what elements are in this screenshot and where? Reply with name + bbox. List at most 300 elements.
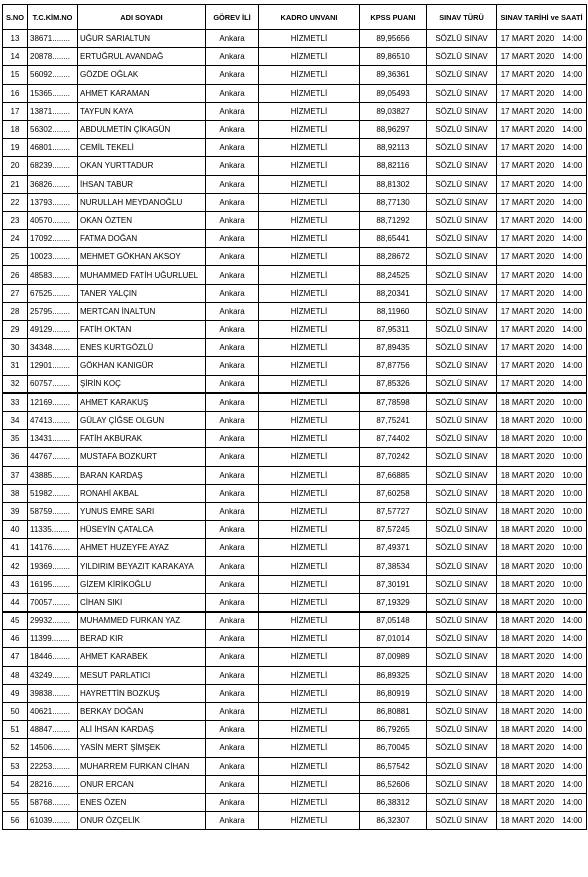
cell-exam: SÖZLÜ SINAV: [427, 539, 497, 557]
cell-title: HİZMETLİ: [259, 648, 360, 666]
cell-sno: 40: [3, 521, 28, 539]
table-row: [3, 484, 587, 502]
exam-time: 14:00: [562, 361, 583, 371]
cell-datetime: [497, 739, 587, 757]
cell-score: 89,05493: [360, 84, 427, 102]
table-row: [3, 666, 587, 684]
cell-exam: SÖZLÜ SINAV: [427, 393, 497, 411]
exam-date: 18 MART 2020: [500, 506, 555, 516]
cell-tc: 58768........: [28, 793, 78, 811]
cell-title: HİZMETLİ: [259, 684, 360, 702]
cell-city: Ankara: [206, 393, 259, 411]
cell-city: Ankara: [206, 775, 259, 793]
cell-score: 87,60258: [360, 484, 427, 502]
exam-time: 14:00: [562, 725, 583, 735]
cell-sno: 13: [3, 30, 28, 48]
cell-city: Ankara: [206, 448, 259, 466]
cell-datetime: [497, 357, 587, 375]
cell-sno: 50: [3, 702, 28, 720]
exam-time: 10:00: [562, 416, 583, 426]
cell-city: Ankara: [206, 193, 259, 211]
exam-time: 10:00: [562, 434, 583, 444]
cell-sno: 49: [3, 684, 28, 702]
cell-exam: SÖZLÜ SINAV: [427, 102, 497, 120]
exam-date: 18 MART 2020: [500, 670, 555, 680]
cell-name: İHSAN TABUR: [78, 175, 206, 193]
exam-date: 18 MART 2020: [500, 561, 555, 571]
cell-sno: 55: [3, 793, 28, 811]
cell-tc: 67525........: [28, 284, 78, 302]
cell-exam: SÖZLÜ SINAV: [427, 448, 497, 466]
cell-exam: SÖZLÜ SINAV: [427, 466, 497, 484]
cell-datetime: [497, 48, 587, 66]
exam-time: 14:00: [562, 616, 583, 626]
header-exam: SINAV TÜRÜ: [427, 5, 497, 30]
cell-score: 86,57542: [360, 757, 427, 775]
cell-name: HÜSEYİN ÇATALCA: [78, 521, 206, 539]
exam-date: 17 MART 2020: [500, 34, 555, 44]
cell-name: MUSTAFA BOZKURT: [78, 448, 206, 466]
cell-name: CİHAN SIKI: [78, 593, 206, 611]
cell-title: HİZMETLİ: [259, 466, 360, 484]
cell-title: HİZMETLİ: [259, 612, 360, 630]
cell-score: 87,57727: [360, 502, 427, 520]
cell-exam: SÖZLÜ SINAV: [427, 757, 497, 775]
cell-name: ŞİRİN KOÇ: [78, 375, 206, 393]
cell-sno: 29: [3, 321, 28, 339]
cell-exam: SÖZLÜ SINAV: [427, 702, 497, 720]
cell-score: 86,89325: [360, 666, 427, 684]
cell-tc: 60757........: [28, 375, 78, 393]
cell-city: Ankara: [206, 648, 259, 666]
cell-name: ONUR ERCAN: [78, 775, 206, 793]
cell-name: GÜLAY ÇİĞSE OLGUN: [78, 411, 206, 429]
cell-sno: 25: [3, 248, 28, 266]
cell-city: Ankara: [206, 175, 259, 193]
cell-sno: 44: [3, 593, 28, 611]
table-row: [3, 684, 587, 702]
cell-sno: 42: [3, 557, 28, 575]
exam-date: 17 MART 2020: [500, 252, 555, 262]
exam-date: 18 MART 2020: [500, 761, 555, 771]
exam-date: 17 MART 2020: [500, 343, 555, 353]
table-body: [3, 30, 587, 830]
cell-tc: 51982........: [28, 484, 78, 502]
exam-time: 14:00: [562, 215, 583, 225]
table-row: [3, 411, 587, 429]
cell-tc: 39838........: [28, 684, 78, 702]
cell-city: Ankara: [206, 211, 259, 229]
exam-time: 14:00: [562, 270, 583, 280]
cell-datetime: [497, 757, 587, 775]
cell-name: YUNUS EMRE SARI: [78, 502, 206, 520]
exam-time: 10:00: [562, 506, 583, 516]
cell-sno: 14: [3, 48, 28, 66]
exam-date: 17 MART 2020: [500, 306, 555, 316]
cell-title: HİZMETLİ: [259, 575, 360, 593]
cell-sno: 53: [3, 757, 28, 775]
header-title: KADRO UNVANI: [259, 5, 360, 30]
exam-date: 18 MART 2020: [500, 416, 555, 426]
cell-city: Ankara: [206, 321, 259, 339]
table-row: [3, 702, 587, 720]
cell-sno: 18: [3, 120, 28, 138]
cell-datetime: [497, 557, 587, 575]
cell-city: Ankara: [206, 375, 259, 393]
cell-city: Ankara: [206, 666, 259, 684]
cell-sno: 54: [3, 775, 28, 793]
cell-score: 87,85326: [360, 375, 427, 393]
cell-score: 89,03827: [360, 102, 427, 120]
exam-time: 14:00: [562, 234, 583, 244]
cell-title: HİZMETLİ: [259, 48, 360, 66]
cell-city: Ankara: [206, 593, 259, 611]
cell-exam: SÖZLÜ SINAV: [427, 248, 497, 266]
exam-time: 14:00: [562, 161, 583, 171]
cell-exam: SÖZLÜ SINAV: [427, 775, 497, 793]
cell-city: Ankara: [206, 266, 259, 284]
exam-date: 17 MART 2020: [500, 106, 555, 116]
cell-tc: 10023........: [28, 248, 78, 266]
exam-date: 17 MART 2020: [500, 143, 555, 153]
cell-name: GÖZDE OĞLAK: [78, 66, 206, 84]
header-sno: S.NO: [3, 5, 28, 30]
cell-tc: 20878........: [28, 48, 78, 66]
cell-city: Ankara: [206, 102, 259, 120]
cell-exam: SÖZLÜ SINAV: [427, 739, 497, 757]
cell-tc: 40621........: [28, 702, 78, 720]
cell-exam: SÖZLÜ SINAV: [427, 30, 497, 48]
cell-city: Ankara: [206, 502, 259, 520]
exam-date: 17 MART 2020: [500, 234, 555, 244]
cell-exam: SÖZLÜ SINAV: [427, 812, 497, 830]
cell-exam: SÖZLÜ SINAV: [427, 411, 497, 429]
exam-date: 18 MART 2020: [500, 743, 555, 753]
cell-score: 86,32307: [360, 812, 427, 830]
cell-tc: 15365........: [28, 84, 78, 102]
table-row: [3, 66, 587, 84]
cell-sno: 27: [3, 284, 28, 302]
table-row: [3, 593, 587, 611]
cell-datetime: [497, 721, 587, 739]
cell-tc: 14506........: [28, 739, 78, 757]
cell-sno: 30: [3, 339, 28, 357]
cell-name: BERAD KIR: [78, 630, 206, 648]
cell-tc: 17092........: [28, 230, 78, 248]
cell-city: Ankara: [206, 557, 259, 575]
cell-sno: 24: [3, 230, 28, 248]
exam-date: 18 MART 2020: [500, 597, 555, 607]
cell-datetime: [497, 502, 587, 520]
cell-name: MUHAMMED FATİH UĞURLUEL: [78, 266, 206, 284]
table-row: [3, 302, 587, 320]
cell-tc: 12901........: [28, 357, 78, 375]
cell-tc: 56092........: [28, 66, 78, 84]
candidate-table: [2, 4, 587, 830]
cell-datetime: [497, 84, 587, 102]
cell-title: HİZMETLİ: [259, 502, 360, 520]
cell-score: 86,80919: [360, 684, 427, 702]
exam-date: 17 MART 2020: [500, 88, 555, 98]
cell-title: HİZMETLİ: [259, 321, 360, 339]
table-row: [3, 102, 587, 120]
cell-sno: 41: [3, 539, 28, 557]
exam-date: 18 MART 2020: [500, 525, 555, 535]
cell-title: HİZMETLİ: [259, 302, 360, 320]
cell-city: Ankara: [206, 157, 259, 175]
cell-city: Ankara: [206, 30, 259, 48]
cell-city: Ankara: [206, 612, 259, 630]
table-row: [3, 120, 587, 138]
cell-score: 87,66885: [360, 466, 427, 484]
table-row: [3, 739, 587, 757]
cell-score: 87,75241: [360, 411, 427, 429]
cell-score: 86,70045: [360, 739, 427, 757]
cell-exam: SÖZLÜ SINAV: [427, 120, 497, 138]
cell-sno: 33: [3, 393, 28, 411]
cell-city: Ankara: [206, 721, 259, 739]
exam-date: 18 MART 2020: [500, 816, 555, 826]
exam-date: 17 MART 2020: [500, 361, 555, 371]
cell-score: 88,82116: [360, 157, 427, 175]
cell-city: Ankara: [206, 139, 259, 157]
cell-score: 86,80881: [360, 702, 427, 720]
header-datetime: SINAV TARİHİ ve SAATİ: [497, 5, 587, 30]
cell-title: HİZMETLİ: [259, 375, 360, 393]
exam-date: 18 MART 2020: [500, 616, 555, 626]
cell-exam: SÖZLÜ SINAV: [427, 557, 497, 575]
cell-name: BARAN KARDAŞ: [78, 466, 206, 484]
cell-datetime: [497, 157, 587, 175]
cell-title: HİZMETLİ: [259, 339, 360, 357]
cell-datetime: [497, 684, 587, 702]
cell-city: Ankara: [206, 466, 259, 484]
cell-datetime: [497, 612, 587, 630]
cell-tc: 68239........: [28, 157, 78, 175]
exam-time: 14:00: [562, 106, 583, 116]
cell-title: HİZMETLİ: [259, 702, 360, 720]
table-row: [3, 357, 587, 375]
cell-name: AHMET KARAMAN: [78, 84, 206, 102]
table-row: [3, 339, 587, 357]
cell-name: YASİN MERT ŞİMŞEK: [78, 739, 206, 757]
cell-name: ENES ÖZEN: [78, 793, 206, 811]
exam-date: 17 MART 2020: [500, 288, 555, 298]
cell-tc: 61039........: [28, 812, 78, 830]
cell-sno: 32: [3, 375, 28, 393]
cell-city: Ankara: [206, 539, 259, 557]
cell-title: HİZMETLİ: [259, 266, 360, 284]
cell-sno: 37: [3, 466, 28, 484]
cell-name: FATİH AKBURAK: [78, 430, 206, 448]
cell-datetime: [497, 211, 587, 229]
cell-title: HİZMETLİ: [259, 102, 360, 120]
cell-city: Ankara: [206, 302, 259, 320]
cell-name: MUHAMMED FURKAN YAZ: [78, 612, 206, 630]
table-row: [3, 521, 587, 539]
cell-score: 88,81302: [360, 175, 427, 193]
cell-score: 87,57245: [360, 521, 427, 539]
header-name: ADI SOYADI: [78, 5, 206, 30]
exam-date: 17 MART 2020: [500, 379, 555, 389]
header-score: KPSS PUANI: [360, 5, 427, 30]
cell-tc: 56302........: [28, 120, 78, 138]
exam-time: 14:00: [562, 70, 583, 80]
cell-sno: 47: [3, 648, 28, 666]
exam-time: 14:00: [562, 761, 583, 771]
exam-date: 17 MART 2020: [500, 161, 555, 171]
cell-score: 88,71292: [360, 211, 427, 229]
cell-score: 86,52606: [360, 775, 427, 793]
exam-date: 17 MART 2020: [500, 325, 555, 335]
cell-title: HİZMETLİ: [259, 84, 360, 102]
cell-exam: SÖZLÜ SINAV: [427, 266, 497, 284]
cell-exam: SÖZLÜ SINAV: [427, 211, 497, 229]
cell-datetime: [497, 66, 587, 84]
table-row: [3, 757, 587, 775]
exam-date: 18 MART 2020: [500, 470, 555, 480]
exam-time: 10:00: [562, 398, 583, 408]
cell-tc: 47413........: [28, 411, 78, 429]
table-row: [3, 466, 587, 484]
exam-time: 10:00: [562, 470, 583, 480]
cell-title: HİZMETLİ: [259, 193, 360, 211]
cell-datetime: [497, 393, 587, 411]
table-row: [3, 648, 587, 666]
cell-title: HİZMETLİ: [259, 139, 360, 157]
cell-datetime: [497, 648, 587, 666]
cell-title: HİZMETLİ: [259, 66, 360, 84]
cell-score: 88,96297: [360, 120, 427, 138]
cell-exam: SÖZLÜ SINAV: [427, 48, 497, 66]
cell-name: ONUR ÖZÇELİK: [78, 812, 206, 830]
cell-score: 88,28672: [360, 248, 427, 266]
exam-time: 10:00: [562, 597, 583, 607]
cell-exam: SÖZLÜ SINAV: [427, 430, 497, 448]
table-row: [3, 266, 587, 284]
cell-tc: 13793........: [28, 193, 78, 211]
exam-time: 10:00: [562, 525, 583, 535]
cell-title: HİZMETLİ: [259, 593, 360, 611]
table-row: [3, 139, 587, 157]
cell-name: MUHARREM FURKAN CİHAN: [78, 757, 206, 775]
cell-name: ENES KURTGÖZLÜ: [78, 339, 206, 357]
cell-city: Ankara: [206, 284, 259, 302]
cell-city: Ankara: [206, 575, 259, 593]
exam-date: 18 MART 2020: [500, 543, 555, 553]
cell-sno: 15: [3, 66, 28, 84]
cell-score: 87,95311: [360, 321, 427, 339]
cell-title: HİZMETLİ: [259, 411, 360, 429]
header-city: GÖREV İLİ: [206, 5, 259, 30]
cell-tc: 13431........: [28, 430, 78, 448]
cell-score: 88,24525: [360, 266, 427, 284]
cell-tc: 49129........: [28, 321, 78, 339]
exam-date: 18 MART 2020: [500, 797, 555, 807]
exam-date: 17 MART 2020: [500, 70, 555, 80]
cell-sno: 48: [3, 666, 28, 684]
cell-city: Ankara: [206, 757, 259, 775]
cell-name: ABDULMETİN ÇİKAGÜN: [78, 120, 206, 138]
cell-name: ERTUĞRUL AVANDAĞ: [78, 48, 206, 66]
cell-exam: SÖZLÜ SINAV: [427, 375, 497, 393]
cell-datetime: [497, 812, 587, 830]
cell-city: Ankara: [206, 357, 259, 375]
exam-time: 14:00: [562, 652, 583, 662]
cell-title: HİZMETLİ: [259, 666, 360, 684]
table-row: [3, 211, 587, 229]
cell-sno: 23: [3, 211, 28, 229]
cell-exam: SÖZLÜ SINAV: [427, 284, 497, 302]
cell-tc: 58759........: [28, 502, 78, 520]
cell-tc: 48847........: [28, 721, 78, 739]
table-row: [3, 775, 587, 793]
exam-time: 14:00: [562, 179, 583, 189]
cell-title: HİZMETLİ: [259, 484, 360, 502]
cell-title: HİZMETLİ: [259, 157, 360, 175]
table-row: [3, 284, 587, 302]
cell-name: HAYRETTİN BOZKUŞ: [78, 684, 206, 702]
table-row: [3, 448, 587, 466]
cell-datetime: [497, 102, 587, 120]
table-row: [3, 812, 587, 830]
cell-name: GİZEM KİRİKOĞLU: [78, 575, 206, 593]
table-row: [3, 48, 587, 66]
cell-city: Ankara: [206, 48, 259, 66]
cell-datetime: [497, 775, 587, 793]
cell-title: HİZMETLİ: [259, 739, 360, 757]
cell-title: HİZMETLİ: [259, 630, 360, 648]
cell-city: Ankara: [206, 84, 259, 102]
exam-time: 14:00: [562, 252, 583, 262]
cell-tc: 12169........: [28, 393, 78, 411]
cell-sno: 19: [3, 139, 28, 157]
cell-city: Ankara: [206, 684, 259, 702]
cell-exam: SÖZLÜ SINAV: [427, 193, 497, 211]
cell-title: HİZMETLİ: [259, 357, 360, 375]
cell-name: TAYFUN KAYA: [78, 102, 206, 120]
cell-exam: SÖZLÜ SINAV: [427, 484, 497, 502]
cell-score: 87,30191: [360, 575, 427, 593]
cell-datetime: [497, 575, 587, 593]
exam-time: 14:00: [562, 743, 583, 753]
cell-title: HİZMETLİ: [259, 30, 360, 48]
cell-datetime: [497, 702, 587, 720]
exam-time: 14:00: [562, 670, 583, 680]
table-row: [3, 157, 587, 175]
cell-datetime: [497, 793, 587, 811]
cell-name: AHMET HUZEYFE AYAZ: [78, 539, 206, 557]
exam-time: 10:00: [562, 488, 583, 498]
cell-exam: SÖZLÜ SINAV: [427, 793, 497, 811]
exam-date: 18 MART 2020: [500, 634, 555, 644]
cell-exam: SÖZLÜ SINAV: [427, 666, 497, 684]
cell-name: TANER YALÇIN: [78, 284, 206, 302]
exam-date: 18 MART 2020: [500, 725, 555, 735]
cell-tc: 46801........: [28, 139, 78, 157]
cell-exam: SÖZLÜ SINAV: [427, 684, 497, 702]
cell-sno: 38: [3, 484, 28, 502]
exam-date: 17 MART 2020: [500, 270, 555, 280]
cell-datetime: [497, 284, 587, 302]
table-row: [3, 193, 587, 211]
cell-tc: 11335........: [28, 521, 78, 539]
exam-time: 14:00: [562, 343, 583, 353]
cell-tc: 19369........: [28, 557, 78, 575]
cell-datetime: [497, 120, 587, 138]
cell-sno: 35: [3, 430, 28, 448]
cell-score: 88,77130: [360, 193, 427, 211]
